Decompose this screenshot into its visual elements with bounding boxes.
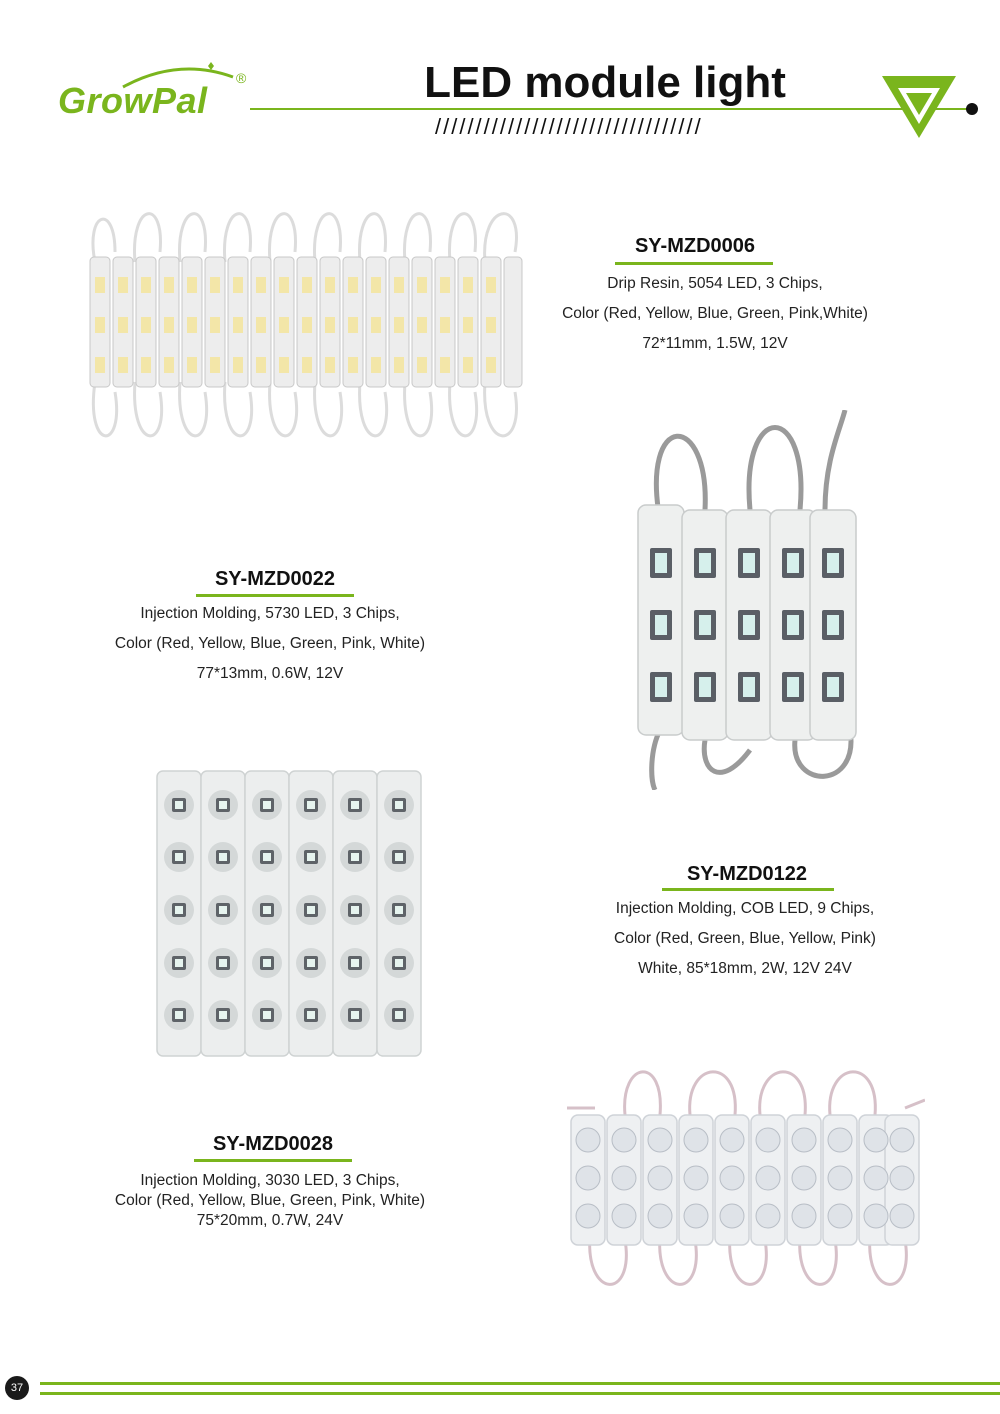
product-spec-line: White, 85*18mm, 2W, 12V 24V [638,960,852,977]
product-name-underline [615,262,773,265]
product-spec-line: Drip Resin, 5054 LED, 3 Chips, [607,275,823,292]
registered-mark: ® [236,70,247,86]
product-image-mzd0028 [155,765,425,1060]
header-divider [250,108,970,110]
product-spec-line: Color (Red, Yellow, Blue, Green, Pink,White) [562,305,868,322]
page-title: LED module light [424,58,786,107]
product-name: SY-MZD0028 [212,1133,334,1155]
product-spec-line: Color (Red, Green, Blue, Yellow, Pink) [614,930,876,947]
product-name-underline [662,888,834,891]
brand-logo [58,62,258,132]
product-spec-line: 72*11mm, 1.5W, 12V [642,335,788,352]
product-spec-line: 77*13mm, 0.6W, 12V [196,665,344,682]
header-dot [966,103,978,115]
product-name: SY-MZD0006 [634,235,756,257]
product-spec-line: Injection Molding, 5730 LED, 3 Chips, [140,605,400,622]
product-name: SY-MZD0022 [214,568,336,590]
page-number: 37 [5,1376,29,1400]
footer-line [40,1382,1000,1385]
product-spec-line: Injection Molding, COB LED, 9 Chips, [615,900,875,917]
header-slashes: ///////////////////////////////// [435,114,703,139]
product-image-mzd0006 [75,192,525,462]
product-spec-line: 75*20mm, 0.7W, 24V [196,1212,344,1229]
product-spec-line: Injection Molding, 3030 LED, 3 Chips, [140,1172,400,1189]
brand-name: GrowPal [58,80,208,121]
product-name-underline [194,1159,352,1162]
triangle-icon [880,74,960,144]
product-name: SY-MZD0122 [686,863,808,885]
product-image-mzd0022 [630,410,870,790]
product-image-mzd0122 [565,1060,925,1300]
product-spec-line: Color (Red, Yellow, Blue, Green, Pink, White) [114,635,426,652]
product-name-underline [196,594,354,597]
product-spec-line: Color (Red, Yellow, Blue, Green, Pink, White) [114,1192,426,1209]
footer-line [40,1392,1000,1395]
